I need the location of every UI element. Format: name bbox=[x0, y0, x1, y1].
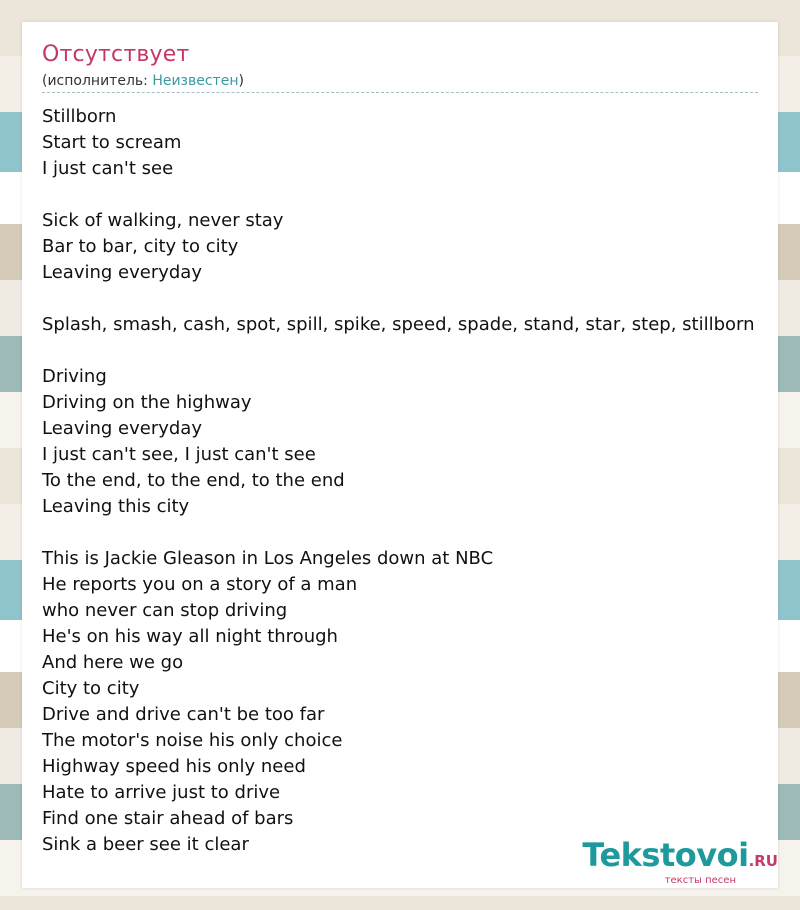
artist-suffix: ) bbox=[238, 73, 244, 89]
lyric-line: Find one stair ahead of bars bbox=[42, 808, 294, 829]
lyric-line: Hate to arrive just to drive bbox=[42, 782, 281, 803]
lyric-line: Sick of walking, never stay bbox=[42, 210, 284, 231]
lyric-line: I just can't see bbox=[42, 158, 174, 179]
logo-brand bbox=[582, 836, 778, 877]
lyric-line: Sink a beer see it clear bbox=[42, 834, 249, 855]
lyric-line: Bar to bar, city to city bbox=[42, 236, 239, 257]
lyric-line: Drive and drive can't be too far bbox=[42, 704, 325, 725]
lyric-line: who never can stop driving bbox=[42, 600, 288, 621]
logo-brand-text: Tekstovoi bbox=[582, 836, 749, 874]
lyric-line: He reports you on a story of a man bbox=[42, 574, 358, 595]
lyric-line: I just can't see, I just can't see bbox=[42, 444, 316, 465]
lyric-line: Leaving this city bbox=[42, 496, 190, 517]
lyric-line: Driving on the highway bbox=[42, 392, 252, 413]
artist-prefix: (исполнитель: bbox=[42, 73, 153, 89]
artist-line bbox=[42, 73, 244, 89]
logo-tld: .RU bbox=[748, 852, 778, 870]
lyric-blank-line bbox=[42, 182, 772, 208]
lyric-line: This is Jackie Gleason in Los Angeles down at NBC bbox=[42, 548, 494, 569]
lyric-line: Stillborn bbox=[42, 106, 117, 127]
lyrics-text bbox=[42, 104, 772, 858]
lyrics-card bbox=[22, 22, 778, 888]
artist-link[interactable]: Неизвестен bbox=[152, 73, 239, 89]
lyric-line: Start to scream bbox=[42, 132, 182, 153]
lyric-line: And here we go bbox=[42, 652, 184, 673]
lyric-blank-line bbox=[42, 286, 772, 312]
lyric-line: Driving bbox=[42, 366, 107, 387]
lyric-line: Leaving everyday bbox=[42, 262, 202, 283]
lyric-line: Leaving everyday bbox=[42, 418, 202, 439]
lyric-line: Highway speed his only need bbox=[42, 756, 306, 777]
lyric-blank-line bbox=[42, 520, 772, 546]
logo-tagline: тексты песен bbox=[664, 875, 736, 886]
site-logo[interactable] bbox=[582, 836, 778, 886]
title-divider bbox=[42, 92, 758, 93]
lyric-line: To the end, to the end, to the end bbox=[42, 470, 345, 491]
lyric-line: City to city bbox=[42, 678, 140, 699]
lyric-line: He's on his way all night through bbox=[42, 626, 338, 647]
lyric-line: Splash, smash, cash, spot, spill, spike, speed, spade, stand, star, step, stillborn bbox=[42, 314, 755, 335]
lyric-blank-line bbox=[42, 338, 772, 364]
song-title: Отсутствует bbox=[42, 42, 190, 67]
lyric-line: The motor's noise his only choice bbox=[42, 730, 343, 751]
